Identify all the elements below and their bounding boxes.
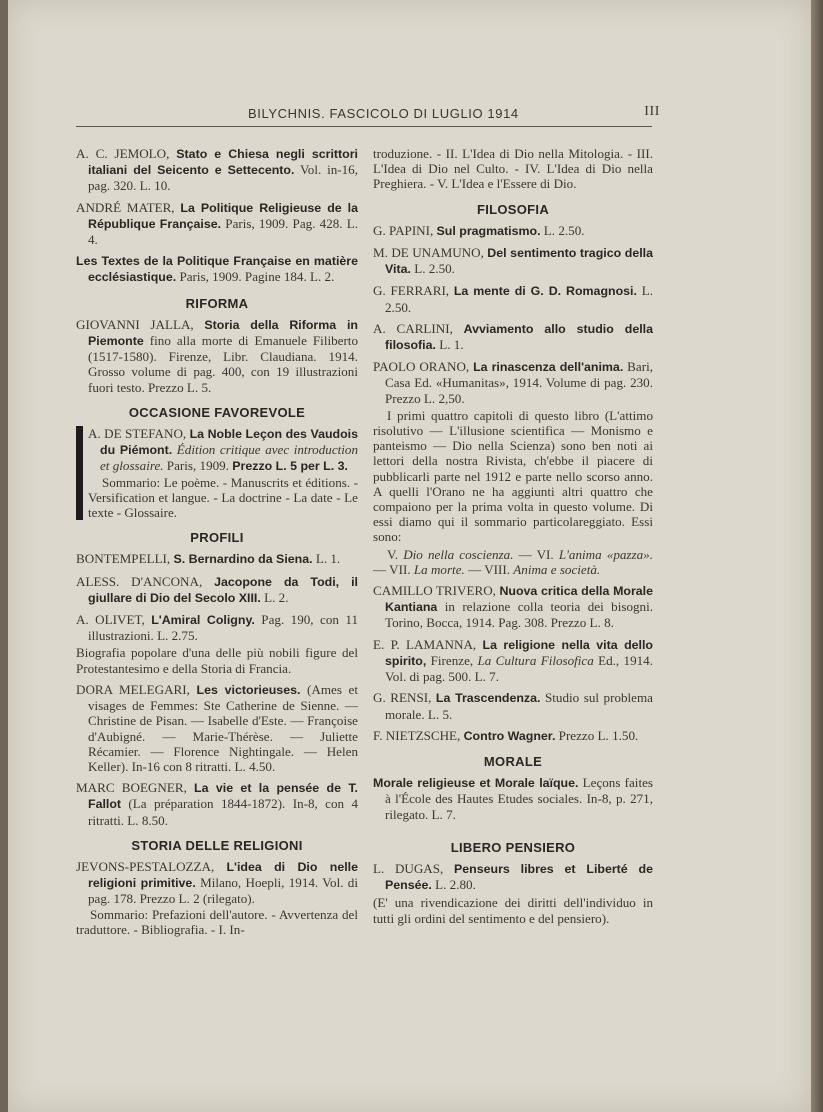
orano-description: I primi quattro capitoli di questo libro (L'attimo risolutivo — L'illusione scientifica — Monismo e panteismo — Dio nella Scienza) sono ben noti ai lettori della nostra Rivista, ch'ebbe il piacere di pubblicarli parte nel 1912 e parte nello scorso anno. A quelli l'Orano ne ha aggiunti altri quattro che compaiono per la prima volta in questo volume. Di essi diamo qui il sommario particolareggiato. Essi sono: bbox=[373, 407, 653, 545]
section-heading-filosofia: FILOSOFIA bbox=[476, 201, 550, 217]
entry-carlini: A. CARLINI, Avviamento allo studio della filosofia. L. 1. bbox=[373, 320, 653, 353]
dugas-description: (E' una rivendicazione dei diritti dell'individuo in tutti gli ordini del sentimento e del pensiero). bbox=[373, 895, 653, 926]
section-heading-libero: LIBERO PENSIERO bbox=[450, 839, 576, 855]
entry-nietzsche: F. NIETZSCHE, Contro Wagner. Prezzo L. 1.50. bbox=[373, 727, 639, 743]
entry-stefano: A. DE STEFANO, La Noble Leçon des Vaudois du Piémont. Édition critique avec introduction et glossaire. Paris, 1909. Prezzo L. 5 per L. 3. bbox=[88, 426, 358, 474]
entry-bontempelli: BONTEMPELLI, S. Bernardino da Siena. L. 1. bbox=[76, 551, 341, 567]
section-heading-riforma: RIFORMA bbox=[185, 295, 249, 311]
entry-mater: ANDRÉ MATER, La Politique Religieuse de la République Française. Paris, 1909. Pag. 428. L. 4. bbox=[76, 199, 359, 248]
page-edge bbox=[811, 0, 823, 1112]
boxed-offer bbox=[76, 426, 358, 520]
orano-chapter-list: V. Dio nella coscienza. — VI. L'anima «pazza». — VII. La morte. — VIII. Anima e società. bbox=[373, 546, 653, 577]
entry-lamanna: E. P. LAMANNA, La religione nella vita dello spirito, Firenze, La Cultura Filosofica Ed., 1914. Vol. di pag. 500. L. 7. bbox=[373, 636, 654, 685]
section-heading-profili: PROFILI bbox=[190, 530, 244, 546]
entry-orano: PAOLO ORANO, La rinascenza dell'anima. Bari, Casa Ed. «Humanitas», 1914. Volume di pag. 230. Prezzo L. 2,50. bbox=[373, 359, 653, 406]
running-header bbox=[240, 104, 660, 124]
entry-textes: Les Textes de la Politique Française en matière ecclésiastique. Paris, 1909. Pagine 184. L. 2. bbox=[76, 254, 358, 285]
page-number: III bbox=[644, 104, 660, 119]
stefano-sommario: Sommario: Le poème. - Manuscrits et éditions. - Versification et langue. - La doctrine - La date - Le texte - Glossaire. bbox=[88, 474, 358, 521]
header-title: BILYCHNIS. FASCICOLO DI LUGLIO 1914 bbox=[248, 106, 519, 121]
jevons-sommario: Sommario: Prefazioni dell'autore. - Avvertenza del traduttore. - Bibliografia. - I. In- bbox=[76, 906, 358, 937]
header-rule bbox=[76, 126, 652, 127]
section-heading-morale: MORALE bbox=[483, 753, 543, 769]
section-heading-occasione: OCCASIONE FAVOREVOLE bbox=[128, 404, 306, 420]
left-column bbox=[76, 146, 358, 937]
entry-olivet: A. OLIVET, L'Amiral Coligny. Pag. 190, con 11 illustrazioni. L. 2.75. bbox=[76, 612, 358, 644]
entry-dugas: L. DUGAS, Penseurs libres et Liberté de Pensée. L. 2.80. bbox=[373, 860, 653, 893]
entry-jalla: GIOVANNI JALLA, Storia della Riforma in Piemonte fino alla morte di Emanuele Filiberto (1517-1580). Firenze, Libr. Claudiana. 1914. Grosso volume di pag. 400, con 19 illustrazioni fuori testo. Prezzo L. 5. bbox=[76, 316, 358, 395]
entry-melegari: DORA MELEGARI, Les victorieuses. (Ames et visages de Femmes: Ste Catherine de Sienne. — Christine de Pisan. — Isabelle d'Este. — Françoise d'Aubigné. — Marie-Thérèse. — Juliette Récamier. — Florence Nightingale. — Helen Keller). In-16 con 8 ritratti. L. 4.50. bbox=[76, 681, 359, 774]
olivet-description: Biografia popolare d'una delle più nobili figure del Protestantesimo e della Storia di Francia. bbox=[76, 645, 358, 676]
entry-boegner: MARC BOEGNER, La vie et la pensée de T. Fallot (La préparation 1844-1872). In-8, con 4 ritratti. L. 8.50. bbox=[76, 780, 358, 828]
entry-papini: G. PAPINI, Sul pragmatismo. L. 2.50. bbox=[373, 222, 585, 238]
entry-morale: Morale religieuse et Morale laïque. Leçons faites à l'École des Hautes Etudes sociales. In-8, p. 271, rilegato. L. 7. bbox=[373, 775, 653, 822]
section-heading-storia: STORIA DELLE RELIGIONI bbox=[131, 837, 303, 853]
entry-unamuno: M. DE UNAMUNO, Del sentimento tragico della Vita. L. 2.50. bbox=[373, 245, 653, 277]
entry-trivero: CAMILLO TRIVERO, Nuova critica della Morale Kantiana in relazione colla teoria dei bisogni. Torino, Bocca, 1914. Pag. 308. Prezzo L. 8. bbox=[373, 583, 654, 631]
entry-jevons: JEVONS-PESTALOZZA, L'idea di Dio nelle religioni primitive. Milano, Hoepli, 1914. Vol. di pag. 178. Prezzo L. 2 (rilegato). bbox=[76, 858, 358, 907]
entry-ferrari: G. FERRARI, La mente di G. D. Romagnosi. L. 2.50. bbox=[373, 283, 653, 315]
jevons-continuation: troduzione. - II. L'Idea di Dio nella Mitologia. - III. L'Idea di Dio nel Culto. - IV. L'Idea di Dio nella Preghiera. - V. L'Idea e l'Essere di Dio. bbox=[373, 146, 653, 192]
right-column bbox=[373, 146, 653, 932]
entry-rensi: G. RENSI, La Trascendenza. Studio sul problema morale. L. 5. bbox=[373, 690, 653, 722]
entry-jemolo: A. C. JEMOLO, Stato e Chiesa negli scrittori italiani del Seicento e Settecento. Vol. in-16, pag. 320. L. 10. bbox=[76, 146, 358, 194]
entry-ancona: ALESS. D'ANCONA, Jacopone da Todi, il giullare di Dio del Secolo XIII. L. 2. bbox=[76, 573, 358, 605]
